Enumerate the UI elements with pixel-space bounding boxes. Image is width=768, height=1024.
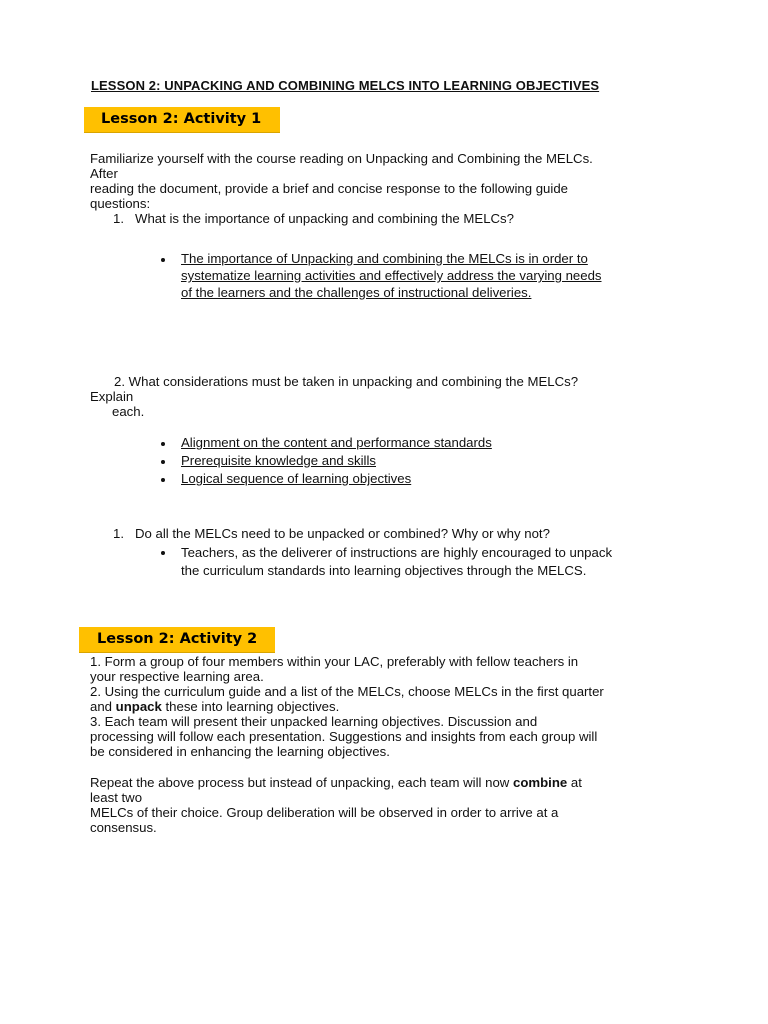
activity-2-item-3-line-3: be considered in enhancing the learning objectives. [90,744,390,759]
activity-1-banner: Lesson 2: Activity 1 [84,107,280,133]
intro-line-3: reading the document, provide a brief and concise response to the following guide [90,181,568,196]
question-2-line-2: Explain [90,389,134,404]
question-1-text: What is the importance of unpacking and combining the MELCs? [135,211,514,226]
activity-2-item-1-line-1: 1. Form a group of four members within your LAC, preferably with fellow teachers in [90,654,579,669]
answer-1-line-3: of the learners and the challenges of instructional deliveries. [181,285,532,300]
activity-2-item-2-line-2: and unpack these into learning objectives. [90,699,340,714]
activity-2-item-3-line-2: processing will follow each presentation. Suggestions and insights from each group will [90,729,598,744]
question-3-text: Do all the MELCs need to be unpacked or combined? Why or why not? [135,526,550,541]
combine-emphasis: combine [513,775,568,790]
answer-1-line-2: systematize learning activities and effectively address the varying needs [181,268,602,283]
activity-2-item-2-line-1: 2. Using the curriculum guide and a list of the MELCs, choose MELCs in the first quarter [90,684,604,699]
repeat-line-3: MELCs of their choice. Group deliberation will be observed in order to arrive at a [90,805,559,820]
document-title: LESSON 2: UNPACKING AND COMBINING MELCS INTO LEARNING OBJECTIVES [91,78,600,93]
intro-line-4: questions: [90,196,151,211]
consideration-item: Prerequisite knowledge and skills [181,453,376,468]
repeat-line-4: consensus. [90,820,157,835]
answer-3-line-1: Teachers, as the deliverer of instructions are highly encouraged to unpack [181,545,613,560]
question-2-line-3: each. [112,404,145,419]
activity-2-item-3-line-1: 3. Each team will present their unpacked learning objectives. Discussion and [90,714,538,729]
bullet [161,258,165,262]
answer-1-line-1: The importance of Unpacking and combining the MELCs is in order to [181,251,588,266]
question-1-number: 1. [113,211,124,226]
repeat-line-2: least two [90,790,143,805]
bullet [161,478,165,482]
answer-3-line-2: the curriculum standards into learning objectives through the MELCS. [181,563,587,578]
bullet [161,551,165,555]
bullet [161,442,165,446]
intro-line-1: Familiarize yourself with the course reading on Unpacking and Combining the MELCs. [90,151,593,166]
unpack-emphasis: unpack [115,699,162,714]
consideration-item: Logical sequence of learning objectives [181,471,412,486]
activity-2-banner: Lesson 2: Activity 2 [79,627,275,653]
question-3-number: 1. [113,526,124,541]
intro-line-2: After [90,166,118,181]
bullet [161,460,165,464]
consideration-item: Alignment on the content and performance standards [181,435,492,450]
question-2-line-1: 2. What considerations must be taken in unpacking and combining the MELCs? [114,374,579,389]
repeat-line-1: Repeat the above process but instead of unpacking, each team will now combine at [90,775,582,790]
activity-2-item-1-line-2: your respective learning area. [90,669,264,684]
